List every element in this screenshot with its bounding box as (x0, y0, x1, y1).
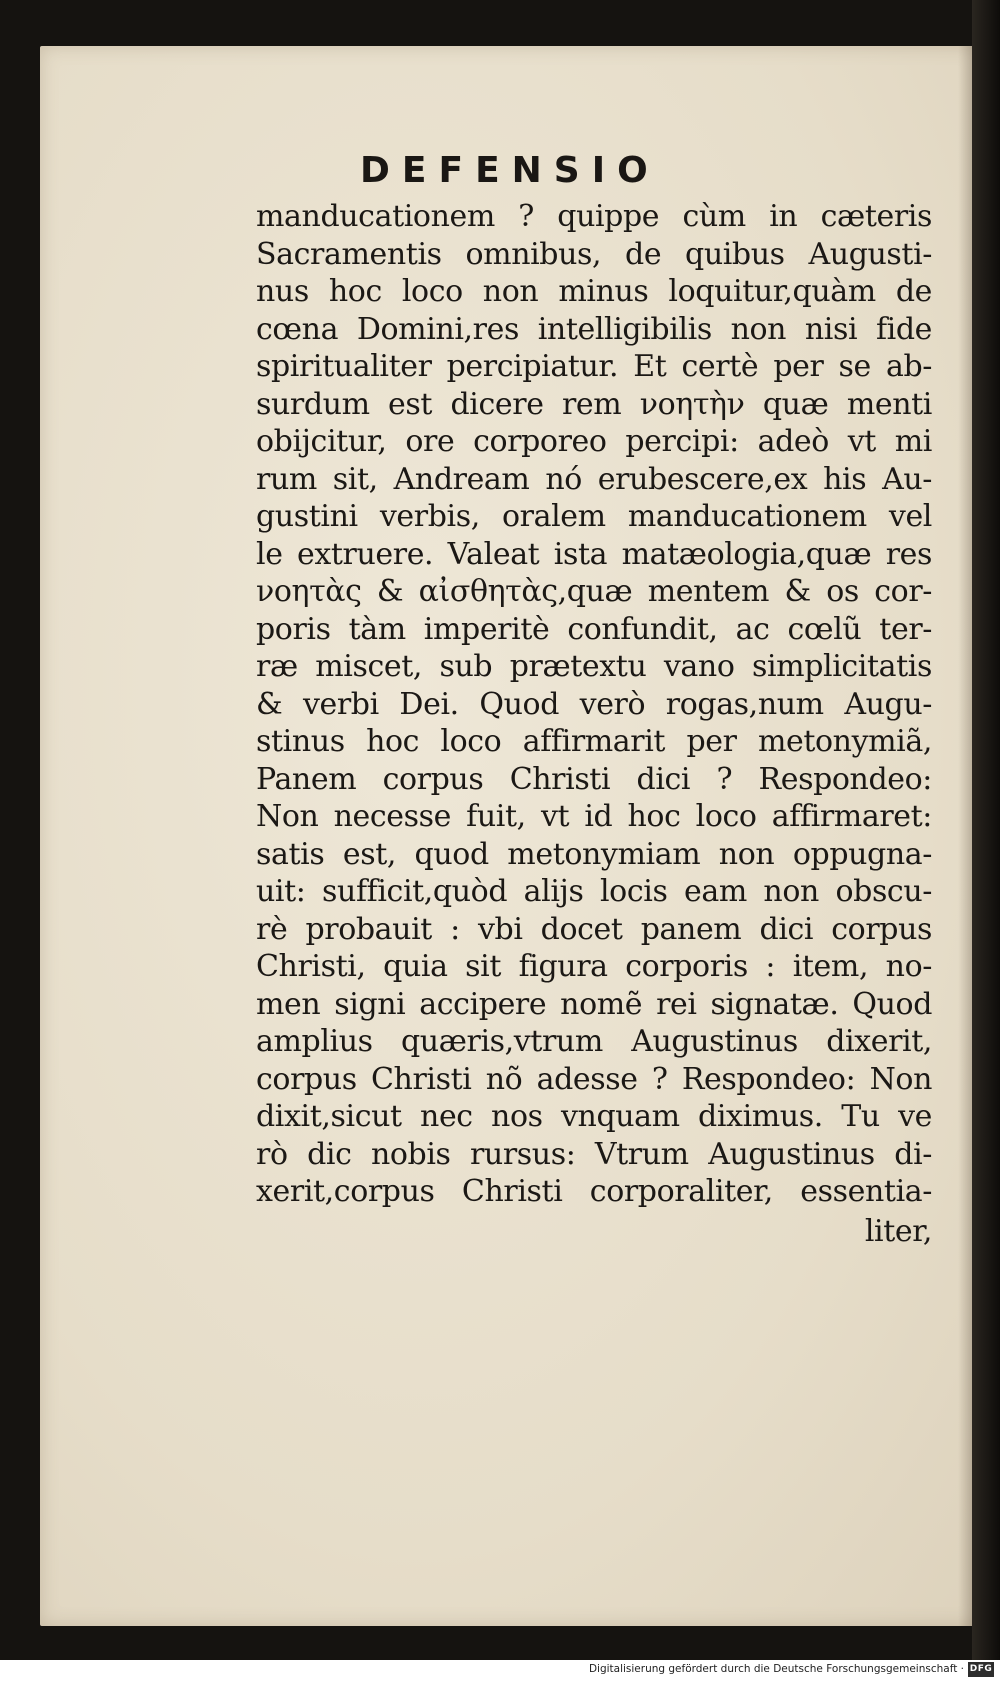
footer-credit: Digitalisierung gefördert durch die Deutsche Forschungsgemeinschaft · (588, 1663, 964, 1675)
text-line: Sacramentis omnibus, de quibus Augusti- (256, 236, 932, 272)
text-line: cœna Domini,res intelligibilis non nisi fide (256, 311, 932, 347)
text-line: νοητὰς & αἰσθητὰς,quæ mentem & os cor- (256, 574, 932, 609)
catchword: liter, (864, 1213, 932, 1249)
text-line: men signi accipere nomẽ rei signatæ. Quod (256, 986, 932, 1022)
text-line: & verbi Dei. Quod verò rogas,num Augu- (256, 686, 932, 722)
text-line: Panem corpus Christi dici ? Respondeo: (256, 761, 932, 797)
text-line: corpus Christi nõ adesse ? Respondeo: Non (256, 1061, 932, 1097)
text-line: dixit,sicut nec nos vnquam diximus. Tu ve (256, 1099, 932, 1134)
text-line: satis est, quod metonymiam non oppugna- (256, 836, 932, 872)
digitization-footer (0, 1660, 1000, 1681)
text-line: Christi, quia sit figura corporis : item, no- (256, 949, 932, 984)
text-line: poris tàm imperitè confundit, ac cœlũ ter- (256, 611, 932, 647)
text-line: spiritualiter percipiatur. Et certè per se ab- (256, 349, 932, 384)
text-line: rè probauit : vbi docet panem dici corpus (256, 911, 932, 947)
text-block (256, 198, 932, 1250)
text-line: manducationem ? quippe cùm in cæteris (256, 199, 932, 234)
text-line: gustini verbis, oralem manducationem vel (256, 499, 932, 534)
text-line: Non necesse fuit, vt id hoc loco affirmaret: (256, 799, 932, 834)
text-line: le extruere. Valeat ista matæologia,quæ res (256, 536, 932, 572)
text-line: rum sit, Andream nó erubescere,ex his Au- (256, 461, 932, 497)
running-head: DEFENSIO (360, 150, 660, 191)
dfg-logo-icon: DFG (968, 1662, 994, 1677)
text-line: rò dic nobis rursus: Vtrum Augustinus di- (256, 1136, 932, 1172)
text-line: stinus hoc loco affirmarit per metonymiã, (256, 724, 932, 759)
text-line: uit: sufficit,quòd alijs locis eam non obscu- (256, 874, 932, 909)
text-line: xerit,corpus Christi corporaliter, essentia- (256, 1174, 932, 1209)
text-line: surdum est dicere rem νοητὴν quæ menti (256, 386, 932, 422)
text-line: amplius quæris,vtrum Augustinus dixerit, (256, 1024, 932, 1059)
text-line: nus hoc loco non minus loquitur,quàm de (256, 274, 932, 309)
text-line: obijcitur, ore corporeo percipi: adeò vt mi (256, 424, 932, 459)
book-spine-edge (972, 0, 1000, 1660)
text-line: ræ miscet, sub prætextu vano simplicitatis (256, 649, 932, 684)
